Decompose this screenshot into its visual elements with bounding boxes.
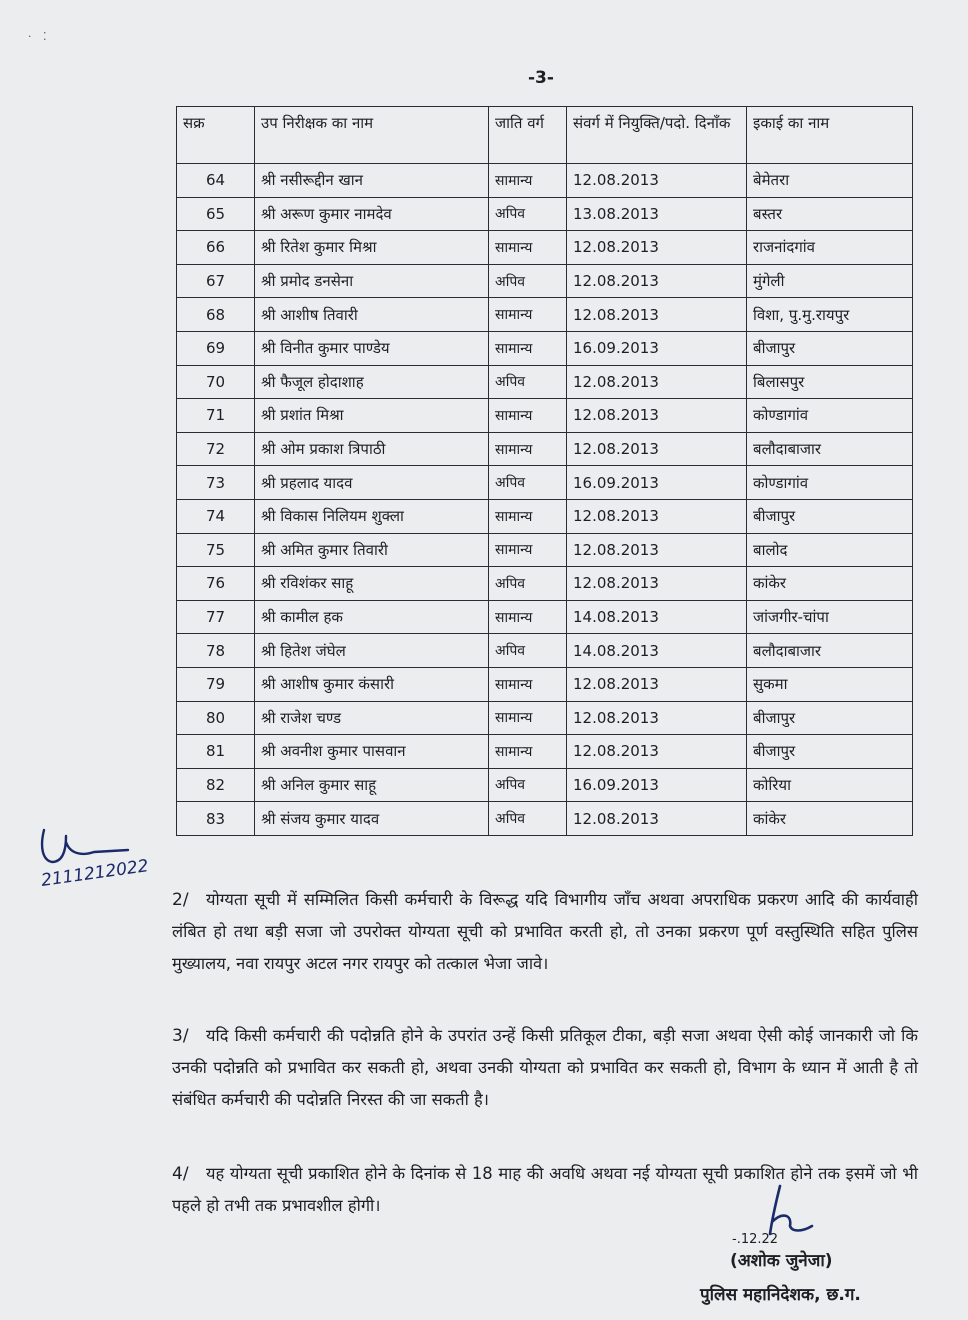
cell-name: श्री अवनीश कुमार पासवान <box>255 735 489 769</box>
cell-date: 12.08.2013 <box>567 701 747 735</box>
cell-category: अपिव <box>489 365 567 399</box>
paragraph-number: 3/ <box>172 1026 189 1046</box>
cell-sr: 72 <box>177 432 255 466</box>
cell-unit: बलौदाबाजार <box>747 432 913 466</box>
table-row <box>177 634 913 668</box>
cell-category: सामान्य <box>489 600 567 634</box>
cell-unit: बिलासपुर <box>747 365 913 399</box>
cell-date: 12.08.2013 <box>567 365 747 399</box>
signatory-title: पुलिस महानिदेशक, छ.ग. <box>700 1285 861 1305</box>
cell-unit: कांकेर <box>747 802 913 836</box>
cell-category: सामान्य <box>489 399 567 433</box>
table-row <box>177 768 913 802</box>
cell-sr: 80 <box>177 701 255 735</box>
table-row <box>177 466 913 500</box>
cell-unit: जांजगीर-चांपा <box>747 600 913 634</box>
cell-unit: बीजापुर <box>747 701 913 735</box>
cell-unit: बलौदाबाजार <box>747 634 913 668</box>
cell-name: श्री आशीष कुमार कंसारी <box>255 667 489 701</box>
cell-category: सामान्य <box>489 231 567 265</box>
cell-name: श्री आशीष तिवारी <box>255 298 489 332</box>
cell-sr: 66 <box>177 231 255 265</box>
cell-category: सामान्य <box>489 164 567 198</box>
table-row <box>177 298 913 332</box>
cell-sr: 69 <box>177 331 255 365</box>
cell-name: श्री रितेश कुमार मिश्रा <box>255 231 489 265</box>
cell-category: अपिव <box>489 567 567 601</box>
signatory-name: (अशोक जुनेजा) <box>730 1251 833 1271</box>
cell-unit: बेमेतरा <box>747 164 913 198</box>
cell-unit: राजनांदगांव <box>747 231 913 265</box>
cell-unit: विशा, पु.मु.रायपुर <box>747 298 913 332</box>
cell-date: 14.08.2013 <box>567 634 747 668</box>
cell-name: श्री नसीरूद्दीन खान <box>255 164 489 198</box>
cell-unit: मुंगेली <box>747 264 913 298</box>
table-row <box>177 331 913 365</box>
cell-date: 12.08.2013 <box>567 802 747 836</box>
scan-specks: · ⁚ <box>28 30 51 43</box>
cell-date: 16.09.2013 <box>567 331 747 365</box>
header-date: संवर्ग में नियुक्ति/पदो. दिनाँक <box>567 107 747 164</box>
cell-unit: कांकेर <box>747 567 913 601</box>
cell-date: 12.08.2013 <box>567 164 747 198</box>
cell-sr: 68 <box>177 298 255 332</box>
cell-sr: 71 <box>177 399 255 433</box>
cell-date: 12.08.2013 <box>567 231 747 265</box>
cell-date: 12.08.2013 <box>567 533 747 567</box>
table-row <box>177 432 913 466</box>
cell-sr: 67 <box>177 264 255 298</box>
cell-sr: 65 <box>177 197 255 231</box>
cell-category: अपिव <box>489 466 567 500</box>
cell-category: सामान्य <box>489 667 567 701</box>
cell-name: श्री विनीत कुमार पाण्डेय <box>255 331 489 365</box>
cell-name: श्री प्रशांत मिश्रा <box>255 399 489 433</box>
header-category: जाति वर्ग <box>489 107 567 164</box>
cell-unit: कोण्डागांव <box>747 466 913 500</box>
cell-name: श्री प्रमोद डनसेना <box>255 264 489 298</box>
cell-category: सामान्य <box>489 331 567 365</box>
table-row <box>177 567 913 601</box>
cell-sr: 83 <box>177 802 255 836</box>
table-row <box>177 499 913 533</box>
cell-name: श्री हितेश जंघेल <box>255 634 489 668</box>
table-row <box>177 667 913 701</box>
cell-unit: बीजापुर <box>747 499 913 533</box>
table-row <box>177 802 913 836</box>
cell-date: 14.08.2013 <box>567 600 747 634</box>
cell-name: श्री विकास निलियम शुक्ला <box>255 499 489 533</box>
cell-name: श्री प्रहलाद यादव <box>255 466 489 500</box>
cell-category: सामान्य <box>489 499 567 533</box>
page-number: -3- <box>528 68 554 88</box>
cell-sr: 78 <box>177 634 255 668</box>
handwritten-initials <box>36 822 186 892</box>
header-unit: इकाई का नाम <box>747 107 913 164</box>
cell-sr: 82 <box>177 768 255 802</box>
cell-name: श्री संजय कुमार यादव <box>255 802 489 836</box>
cell-unit: सुकमा <box>747 667 913 701</box>
cell-date: 12.08.2013 <box>567 567 747 601</box>
cell-date: 12.08.2013 <box>567 432 747 466</box>
table-header-row <box>177 107 913 164</box>
cell-category: अपिव <box>489 197 567 231</box>
cell-category: अपिव <box>489 802 567 836</box>
table-row <box>177 600 913 634</box>
paragraph-2 <box>172 884 918 980</box>
header-name: उप निरीक्षक का नाम <box>255 107 489 164</box>
cell-sr: 74 <box>177 499 255 533</box>
paragraph-3 <box>172 1020 918 1116</box>
paragraph-text: योग्यता सूची में सम्मिलित किसी कर्मचारी के विरूद्ध यदि विभागीय जाँच अथवा अपराधिक प्रकरण आदि की कार्यवाही लंबित हो तथा बड़ी सजा जो उपरोक्त योग्यता सूची को प्रभावित करती हो, तो उनका प्रकरण पूर्ण वस्तुस्थिति सहित पुलिस मुख्यालय, नवा रायपुर अटल नगर रायपुर को तत्काल भेजा जावे। <box>172 890 918 973</box>
table-row <box>177 533 913 567</box>
cell-sr: 79 <box>177 667 255 701</box>
signature-date: -.12.22 <box>732 1232 779 1247</box>
cell-date: 16.09.2013 <box>567 466 747 500</box>
cell-date: 12.08.2013 <box>567 667 747 701</box>
cell-sr: 77 <box>177 600 255 634</box>
paragraph-number: 2/ <box>172 890 189 910</box>
cell-unit: बीजापुर <box>747 331 913 365</box>
table-row <box>177 365 913 399</box>
header-sr: सक्र <box>177 107 255 164</box>
cell-unit: कोण्डागांव <box>747 399 913 433</box>
cell-date: 13.08.2013 <box>567 197 747 231</box>
cell-sr: 76 <box>177 567 255 601</box>
cell-unit: बालोद <box>747 533 913 567</box>
cell-sr: 64 <box>177 164 255 198</box>
paragraph-text: यह योग्यता सूची प्रकाशित होने के दिनांक से 18 माह की अवधि अथवा नई योग्यता सूची प्रकाशित होने तक इसमें जो भी पहले हो तभी तक प्रभावशील होगी। <box>172 1164 918 1215</box>
cell-name: श्री ओम प्रकाश त्रिपाठी <box>255 432 489 466</box>
cell-date: 12.08.2013 <box>567 499 747 533</box>
cell-sr: 81 <box>177 735 255 769</box>
cell-category: सामान्य <box>489 432 567 466</box>
cell-name: श्री अनिल कुमार साहू <box>255 768 489 802</box>
cell-category: अपिव <box>489 768 567 802</box>
table-row <box>177 399 913 433</box>
cell-sr: 75 <box>177 533 255 567</box>
merit-list-table <box>176 106 913 836</box>
cell-date: 12.08.2013 <box>567 735 747 769</box>
cell-sr: 70 <box>177 365 255 399</box>
cell-category: सामान्य <box>489 701 567 735</box>
handwritten-date: 2111212022 <box>39 856 150 891</box>
cell-name: श्री अमित कुमार तिवारी <box>255 533 489 567</box>
table-row <box>177 264 913 298</box>
table-row <box>177 701 913 735</box>
cell-unit: कोरिया <box>747 768 913 802</box>
cell-name: श्री फैजूल होदाशाह <box>255 365 489 399</box>
cell-category: सामान्य <box>489 735 567 769</box>
paragraph-text: यदि किसी कर्मचारी की पदोन्नति होने के उपरांत उन्हें किसी प्रतिकूल टीका, बड़ी सजा अथवा ऐसी कोई जानकारी जो कि उनकी पदोन्नति को प्रभावित कर सकती हो, अथवा उनकी योग्यता को प्रभावित कर सकती हो, विभाग के ध्यान में आती है तो संबंधित कर्मचारी की पदोन्नति निरस्त की जा सकती है। <box>172 1026 918 1109</box>
cell-category: अपिव <box>489 634 567 668</box>
cell-sr: 73 <box>177 466 255 500</box>
cell-name: श्री रविशंकर साहू <box>255 567 489 601</box>
cell-category: सामान्य <box>489 298 567 332</box>
cell-unit: बीजापुर <box>747 735 913 769</box>
table-row <box>177 231 913 265</box>
cell-name: श्री कामील हक <box>255 600 489 634</box>
table-row <box>177 735 913 769</box>
table-row <box>177 197 913 231</box>
table-row <box>177 164 913 198</box>
cell-date: 16.09.2013 <box>567 768 747 802</box>
cell-date: 12.08.2013 <box>567 298 747 332</box>
cell-category: अपिव <box>489 264 567 298</box>
cell-unit: बस्तर <box>747 197 913 231</box>
cell-date: 12.08.2013 <box>567 399 747 433</box>
cell-category: सामान्य <box>489 533 567 567</box>
cell-date: 12.08.2013 <box>567 264 747 298</box>
cell-name: श्री राजेश चण्ड <box>255 701 489 735</box>
paragraph-number: 4/ <box>172 1164 189 1184</box>
cell-name: श्री अरूण कुमार नामदेव <box>255 197 489 231</box>
